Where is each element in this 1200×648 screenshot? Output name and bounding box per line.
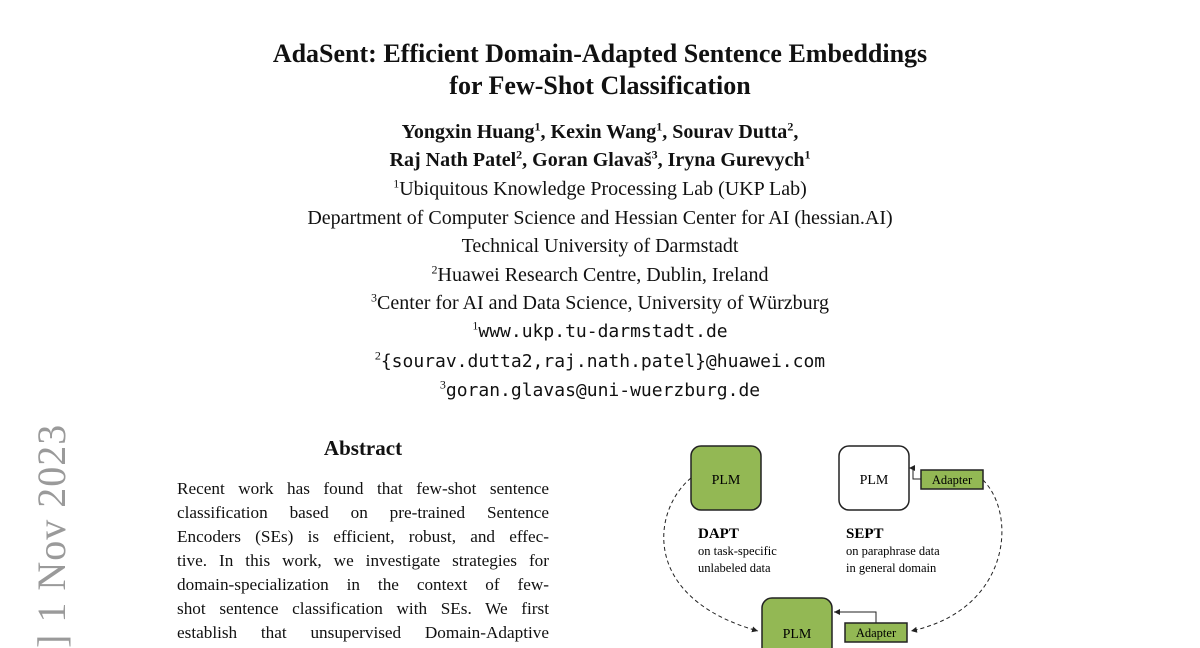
contact-marker: 2 xyxy=(374,347,381,362)
paper-title xyxy=(0,38,1200,102)
affil-marker: 2 xyxy=(431,261,438,276)
author-affil-marker: 1 xyxy=(656,119,663,134)
title-line-1: AdaSent: Efficient Domain-Adapted Sentence Embeddings xyxy=(272,39,928,68)
abstract-heading: Abstract xyxy=(323,436,403,460)
author-separator: , xyxy=(522,149,533,171)
sept-adapter-label: Adapter xyxy=(931,473,973,487)
abstract-line: classification based on pre-trained Sentence xyxy=(177,503,549,522)
combined-adapter-label: Adapter xyxy=(855,626,897,640)
author-list xyxy=(0,118,1200,174)
author-name: Yongxin Huang xyxy=(401,121,535,143)
affiliation-text: Ubiquitous Knowledge Processing Lab (UKP Lab) xyxy=(399,178,807,200)
method-figure xyxy=(640,438,1020,648)
arxiv-sidebar-date: ] 1 Nov 2023 xyxy=(29,423,74,648)
abstract-body xyxy=(177,477,549,645)
abstract-line: domain-specialization in the context of few- xyxy=(177,575,549,594)
affiliation-line xyxy=(0,204,1200,233)
sept-plm-label: PLM xyxy=(859,473,889,488)
sept-title: SEPT xyxy=(846,526,884,542)
contact-list xyxy=(0,317,1200,406)
author-name: Sourav Dutta xyxy=(672,121,788,143)
sept-desc-line-2: in general domain xyxy=(846,561,937,575)
contact-line xyxy=(0,347,1200,377)
dapt-desc-line-1: on task-specific xyxy=(698,544,777,558)
author-separator: , xyxy=(793,121,799,143)
author-name: Iryna Gurevych xyxy=(667,149,805,171)
contact-marker: 3 xyxy=(439,377,446,392)
contact-marker: 1 xyxy=(472,318,479,333)
combined-adapter-arrow xyxy=(834,612,876,623)
author-separator: , xyxy=(540,121,551,143)
affil-marker: 3 xyxy=(371,290,378,305)
affiliation-text: Department of Computer Science and Hessian Center for AI (hessian.AI) xyxy=(307,206,893,229)
affiliation-text: Huawei Research Centre, Dublin, Ireland xyxy=(437,263,769,286)
dapt-title: DAPT xyxy=(698,526,739,542)
affiliation-text: Center for AI and Data Science, University of Würzburg xyxy=(377,292,829,314)
abstract-line: tive. In this work, we investigate strategies for xyxy=(177,551,549,570)
dapt-plm-label: PLM xyxy=(711,473,741,488)
author-line-2 xyxy=(0,146,1200,174)
author-separator: , xyxy=(657,149,668,171)
title-line-2: for Few-Shot Classification xyxy=(449,71,751,100)
author-affil-marker: 2 xyxy=(516,147,523,162)
affiliation-line xyxy=(0,289,1200,318)
author-name: Raj Nath Patel xyxy=(389,149,517,171)
contact-line xyxy=(0,317,1200,347)
sept-adapter-arrow xyxy=(909,468,921,479)
author-name: Goran Glavaš xyxy=(532,149,652,171)
affiliation-text: Technical University of Darmstadt xyxy=(461,235,739,257)
affiliation-line xyxy=(0,261,1200,290)
affiliation-list xyxy=(0,175,1200,318)
author-affil-marker: 2 xyxy=(787,119,794,134)
affil-marker: 1 xyxy=(393,176,400,191)
sept-desc-line-1: on paraphrase data xyxy=(846,544,940,558)
affiliation-line xyxy=(0,232,1200,261)
dapt-desc-line-2: unlabeled data xyxy=(698,561,771,575)
abstract-line: shot sentence classification with SEs. We first xyxy=(177,599,549,618)
author-affil-marker: 1 xyxy=(804,147,811,162)
contact-url-link[interactable]: www.ukp.tu-darmstadt.de xyxy=(478,321,728,342)
combined-plm-label: PLM xyxy=(782,627,812,642)
contact-line xyxy=(0,376,1200,406)
author-name: Kexin Wang xyxy=(550,121,657,143)
author-affil-marker: 1 xyxy=(534,119,541,134)
abstract-line: establish that unsupervised Domain-Adaptive xyxy=(177,623,549,642)
author-affil-marker: 3 xyxy=(651,147,658,162)
abstract-line: Recent work has found that few-shot sentence xyxy=(177,479,549,498)
affiliation-line xyxy=(0,175,1200,204)
abstract-line: Encoders (SEs) is efficient, robust, and effec- xyxy=(177,527,549,546)
contact-email-link[interactable]: {sourav.dutta2,raj.nath.patel}@huawei.com xyxy=(380,350,826,372)
contact-email-link[interactable]: goran.glavas@uni-wuerzburg.de xyxy=(445,380,761,401)
author-separator: , xyxy=(662,121,673,143)
author-line-1 xyxy=(0,118,1200,146)
